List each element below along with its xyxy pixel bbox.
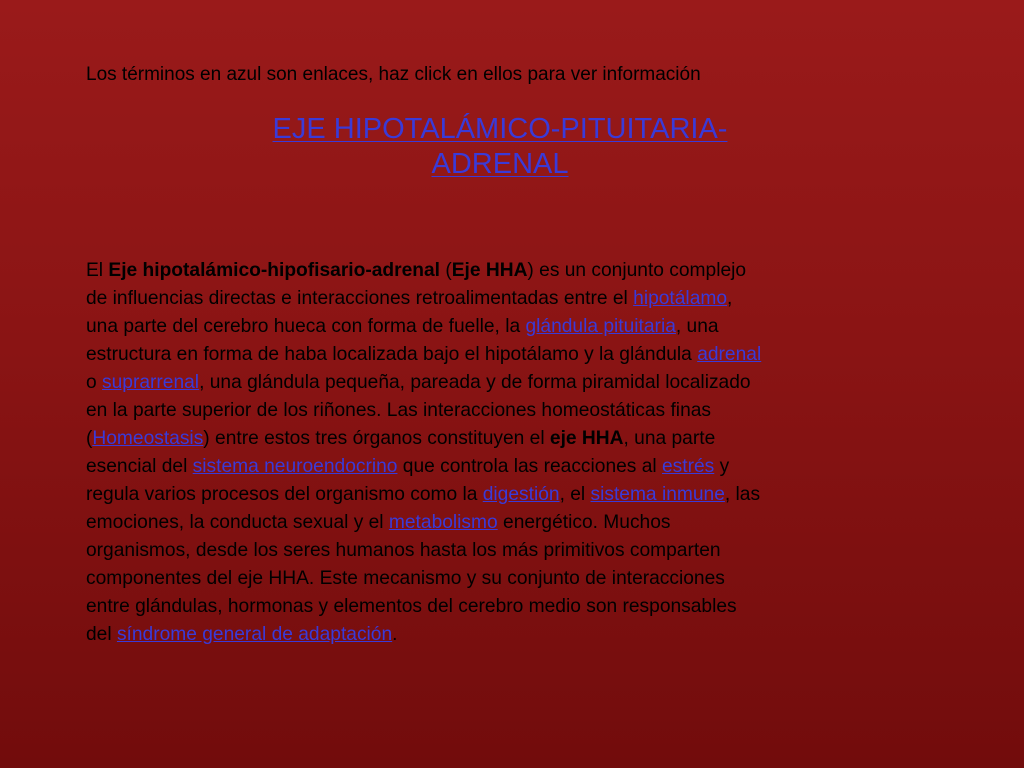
link-glandula-pituitaria[interactable]: glándula pituitaria xyxy=(525,316,676,337)
text-run: organismos, desde los seres humanos hasta los más primitivos comparten xyxy=(86,540,721,561)
text-run: del xyxy=(86,624,117,645)
body-line xyxy=(86,257,916,285)
bold-term: Eje hipotalámico-hipofisario-adrenal xyxy=(108,260,440,281)
text-run: componentes del eje HHA. Este mecanismo y su conjunto de interacciones xyxy=(86,568,725,589)
text-run: , una glándula pequeña, pareada y de forma piramidal localizado xyxy=(199,372,751,393)
text-run: entre glándulas, hormonas y elementos del cerebro medio son responsables xyxy=(86,596,737,617)
body-paragraph xyxy=(86,257,916,649)
text-run: ( xyxy=(86,428,93,449)
link-sistema-neuroendocrino[interactable]: sistema neuroendocrino xyxy=(192,456,398,477)
text-run: . xyxy=(392,624,398,645)
text-run: energético. Muchos xyxy=(497,512,671,533)
link-homeostasis[interactable]: Homeostasis xyxy=(92,428,204,449)
text-run: , el xyxy=(559,484,591,505)
body-line xyxy=(86,453,916,481)
link-estres[interactable]: estrés xyxy=(661,456,715,477)
text-run: , una parte xyxy=(623,428,716,449)
body-line xyxy=(86,537,916,565)
text-run: regula varios procesos del organismo como la xyxy=(86,484,483,505)
link-metabolismo[interactable]: metabolismo xyxy=(388,512,498,533)
page-title xyxy=(150,112,850,182)
text-run: ) entre estos tres órganos constituyen el xyxy=(203,428,550,449)
bold-term: Eje HHA xyxy=(451,260,528,281)
title-link[interactable] xyxy=(150,112,850,147)
text-run: , xyxy=(727,288,733,309)
body-line xyxy=(86,481,916,509)
text-run: emociones, la conducta sexual y el xyxy=(86,512,389,533)
text-run: o xyxy=(86,372,103,393)
text-run: , las xyxy=(724,484,761,505)
link-hipotalamo[interactable]: hipotálamo xyxy=(633,288,728,309)
body-line xyxy=(86,425,916,453)
link-adrenal[interactable]: adrenal xyxy=(697,344,762,365)
link-suprarrenal[interactable]: suprarrenal xyxy=(102,372,200,393)
text-run: , una xyxy=(675,316,719,337)
text-run: ( xyxy=(439,260,452,281)
body-line xyxy=(86,369,916,397)
body-line xyxy=(86,509,916,537)
text-run: en la parte superior de los riñones. Las interacciones homeostáticas finas xyxy=(86,400,712,421)
text-run: esencial del xyxy=(86,456,193,477)
body-line xyxy=(86,593,916,621)
text-run: de influencias directas e interacciones retroalimentadas entre el xyxy=(86,288,634,309)
title-line-2: ADRENAL xyxy=(431,148,569,180)
body-line xyxy=(86,621,916,649)
link-sindrome-general-adaptacion[interactable]: síndrome general de adaptación xyxy=(116,624,393,645)
body-line xyxy=(86,565,916,593)
text-run: ) es un conjunto complejo xyxy=(527,260,747,281)
text-run: que controla las reacciones al xyxy=(397,456,662,477)
instructions-text: Los términos en azul son enlaces, haz click en ellos para ver información xyxy=(86,64,701,85)
text-run: y xyxy=(714,456,730,477)
link-sistema-inmune[interactable]: sistema inmune xyxy=(590,484,725,505)
link-digestion[interactable]: digestión xyxy=(482,484,560,505)
text-run: una parte del cerebro hueca con forma de fuelle, la xyxy=(86,316,526,337)
text-run: El xyxy=(86,260,109,281)
body-line xyxy=(86,341,916,369)
title-line-1: EJE HIPOTALÁMICO-PITUITARIA- xyxy=(272,113,728,145)
body-line xyxy=(86,397,916,425)
title-link-line-2[interactable] xyxy=(150,147,850,182)
bold-term: eje HHA xyxy=(549,428,624,449)
body-line xyxy=(86,313,916,341)
body-line xyxy=(86,285,916,313)
text-run: estructura en forma de haba localizada bajo el hipotálamo y la glándula xyxy=(86,344,698,365)
